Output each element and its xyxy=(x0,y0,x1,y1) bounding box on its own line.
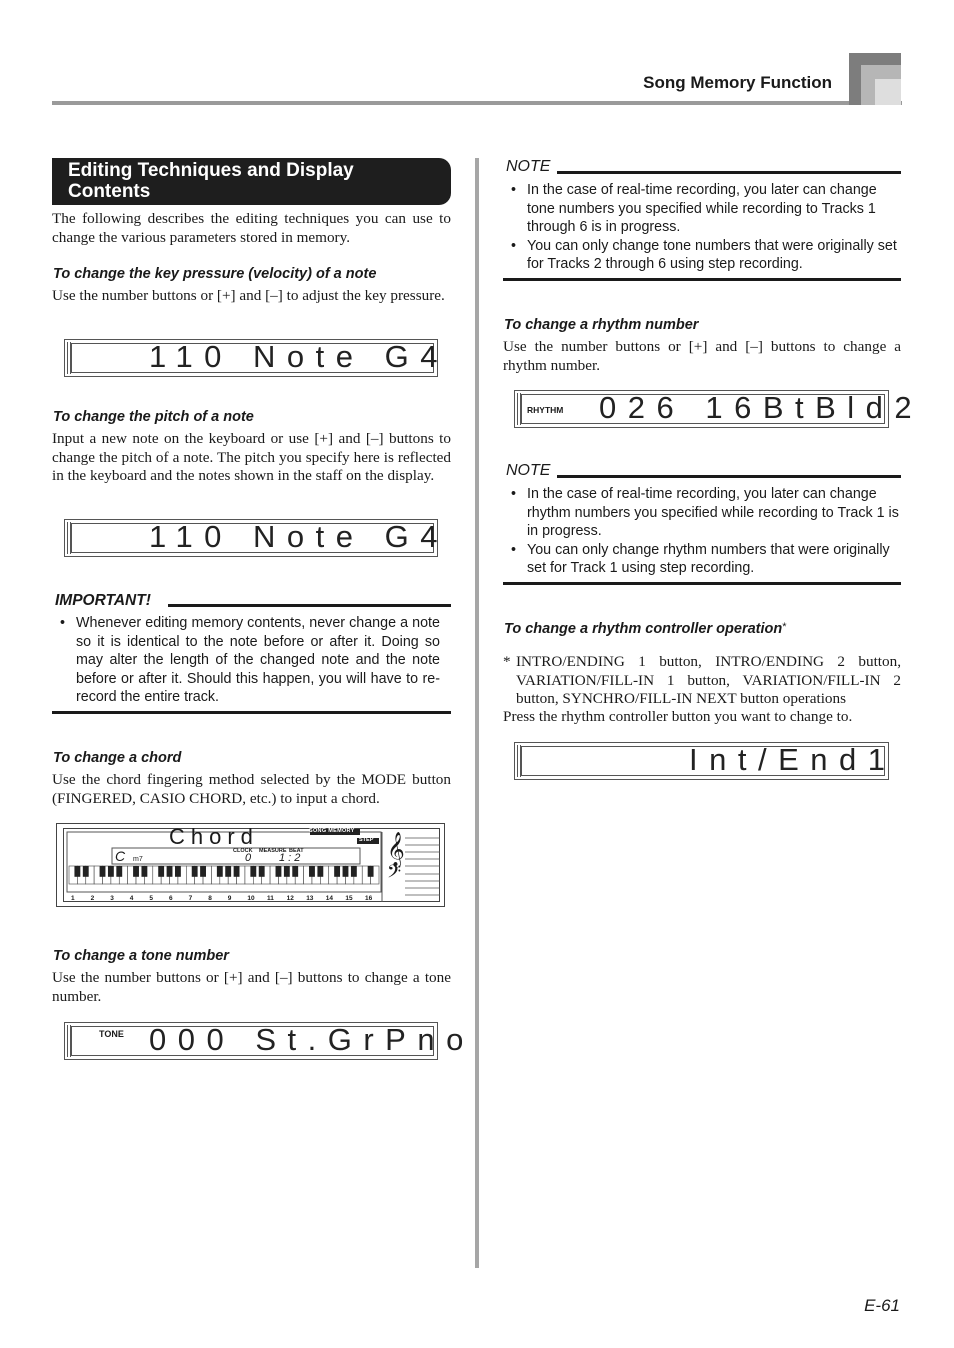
track-number: 15 xyxy=(345,895,353,902)
lcd-rhythm-text: 026 16BtBld2 xyxy=(599,390,924,425)
page-number: E-61 xyxy=(864,1296,900,1315)
treble-clef-icon: 𝄞 xyxy=(387,832,405,867)
controller-heading-text: To change a rhythm controller operation xyxy=(504,621,783,637)
list-item: • Whenever editing memory contents, never change a note so it is identical to the note before or after it. Doing so may alter the length of the changed note and the note before or after it. Should this happen, you will have to re-record the entire track. xyxy=(52,614,440,707)
step-indicator: STEP xyxy=(359,837,374,843)
chord-name: C xyxy=(115,848,126,864)
clock-label: CLOCK xyxy=(233,848,253,854)
note1-top-rule xyxy=(557,171,901,174)
track-number: 7 xyxy=(188,895,193,902)
lcd-controller xyxy=(514,742,897,780)
note1-bottom-rule xyxy=(503,278,901,281)
velocity-heading: To change the key pressure (velocity) of a note xyxy=(53,266,377,282)
section-heading: Editing Techniques and Display Contents xyxy=(52,158,451,205)
chord-sub: m7 xyxy=(133,856,143,863)
lcd-velocity xyxy=(64,339,449,377)
list-item: • In the case of real-time recording, you later can change rhythm numbers you specified while recording to Track 1 is in progress. xyxy=(503,485,901,541)
velocity-text: Use the number buttons or [+] and [–] to adjust the key pressure. xyxy=(52,287,445,304)
column-divider xyxy=(475,158,479,1268)
list-item: • In the case of real-time recording, you later can change tone numbers you specified while recording to Tracks 1 through 6 is in progress. xyxy=(503,181,901,237)
list-item: • You can only change tone numbers that were originally set for Tracks 2 through 6 using step recording. xyxy=(503,237,901,274)
chord-text: Use the chord fingering method selected by the MODE button (FINGERED, CASIO CHORD, etc.) to input a chord. xyxy=(52,771,451,807)
bass-clef-icon: 𝄢 xyxy=(387,862,402,887)
important-bottom-rule xyxy=(52,711,451,714)
note1-label: NOTE xyxy=(506,158,551,175)
track-number: 4 xyxy=(129,895,134,902)
note2-label: NOTE xyxy=(506,462,551,479)
lcd-pitch xyxy=(64,519,449,557)
pitch-heading: To change the pitch of a note xyxy=(53,409,254,425)
important-top-rule xyxy=(168,604,451,607)
corner-tab-decoration xyxy=(849,53,901,105)
keyboard-graphic xyxy=(69,866,379,884)
controller-footnote xyxy=(503,653,901,709)
measure-beat-value: 1 : 2 xyxy=(279,852,301,864)
note1-list xyxy=(503,181,901,274)
track-number: 11 xyxy=(267,895,274,902)
rhythm-heading: To change a rhythm number xyxy=(504,317,699,333)
track-number: 5 xyxy=(149,895,154,902)
lcd-velocity-text: 110 Note G4 xyxy=(149,339,449,374)
controller-asterisk: * xyxy=(782,621,787,633)
track-number: 6 xyxy=(169,895,173,902)
footnote-text: INTRO/ENDING 1 button, INTRO/ENDING 2 button, VARIATION/FILL-IN 1 button, VARIATION/FILL-IN 2 button, SYNCHRO/FILL-IN NEXT button operations xyxy=(516,653,901,708)
footnote-mark: * xyxy=(503,653,511,670)
note2-list xyxy=(503,485,901,578)
track-number: 3 xyxy=(110,895,114,902)
lcd-controller-text: Int/End1 xyxy=(689,742,897,777)
important-list xyxy=(52,614,440,707)
header-rule xyxy=(52,101,902,105)
lcd-tone-text: 000 St.GrPno xyxy=(149,1022,475,1057)
track-number: 13 xyxy=(306,895,314,902)
track-number: 10 xyxy=(247,895,255,902)
track-number: 16 xyxy=(365,895,373,902)
pitch-text: Input a new note on the keyboard or use [+] and [–] buttons to change the pitch of a note. The pitch you specify here is reflected in the keyboard and the notes shown in the staff on the display. xyxy=(52,430,451,485)
track-number: 8 xyxy=(208,895,212,902)
lcd-chord xyxy=(56,823,445,907)
rhythm-text: Use the number buttons or [+] and [–] buttons to change a rhythm number. xyxy=(503,338,901,374)
lcd-pitch-text: 110 Note G4 xyxy=(149,519,449,554)
chord-heading: To change a chord xyxy=(53,750,182,766)
note2-top-rule xyxy=(557,475,901,478)
song-memory-indicator: SONG MEMORY xyxy=(309,828,355,834)
clock-value: 0 xyxy=(245,852,252,864)
tone-text: Use the number buttons or [+] and [–] buttons to change a tone number. xyxy=(52,969,451,1005)
track-number: 1 xyxy=(71,895,75,902)
measure-label: MEASURE xyxy=(259,848,287,854)
beat-label: BEAT xyxy=(289,848,304,854)
note2-bottom-rule xyxy=(503,582,901,585)
tone-tag: TONE xyxy=(99,1029,124,1039)
controller-heading xyxy=(504,621,787,637)
list-item: • You can only change rhythm numbers that were originally set for Track 1 using step recording. xyxy=(503,541,901,578)
chord-lcd-main: Chord xyxy=(169,824,259,849)
intro-paragraph: The following describes the editing techniques you can use to change the various parameters stored in memory. xyxy=(52,210,451,246)
track-number: 2 xyxy=(90,895,95,902)
track-number: 12 xyxy=(286,895,294,902)
rhythm-tag: RHYTHM xyxy=(527,405,564,415)
controller-text: Press the rhythm controller button you want to change to. xyxy=(503,708,853,725)
track-numbers xyxy=(71,895,381,905)
tone-heading: To change a tone number xyxy=(53,948,229,964)
lcd-rhythm xyxy=(514,390,924,428)
track-number: 9 xyxy=(227,895,232,902)
track-number: 14 xyxy=(325,895,334,902)
lcd-tone xyxy=(64,1022,475,1060)
header-title: Song Memory Function xyxy=(643,73,832,92)
important-label: IMPORTANT! xyxy=(55,592,151,609)
